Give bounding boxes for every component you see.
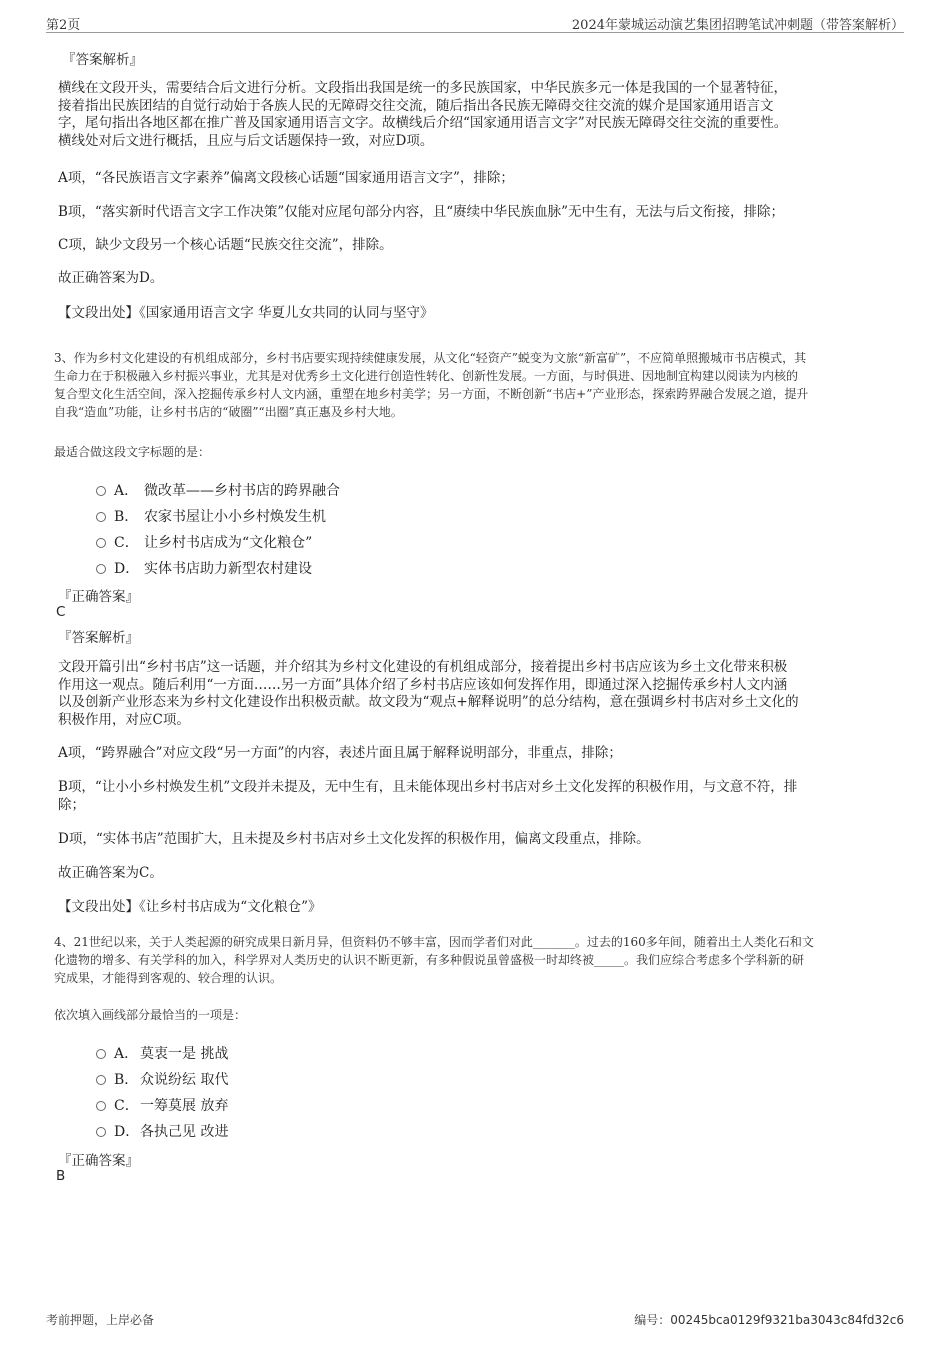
q2-conclusion: 故正确答案为D。 <box>58 270 164 286</box>
option-key: B． <box>114 509 139 525</box>
option-text: 微改革——乡村书店的跨界融合 <box>144 483 340 499</box>
q3-option-a-analysis: A项，“跨界融合”对应文段“另一方面”的内容，表述片面且属于解释说明部分，非重点，排除； <box>58 745 622 761</box>
q2-source: 【文段出处】《国家通用语言文字 华夏儿女共同的认同与坚守》 <box>58 305 434 321</box>
stem-line: 化遗物的增多、有关学科的加入，科学界对人类历史的认识不断更新，有多种假说虽曾盛极一时却终被_____。我们应综合考虑多个学科新的研 <box>54 953 805 967</box>
radio-button[interactable] <box>96 1049 106 1059</box>
q3-stem <box>54 349 808 421</box>
radio-button[interactable] <box>96 1075 106 1085</box>
q3-source: 【文段出处】《让乡村书店成为“文化粮仓”》 <box>58 899 322 915</box>
option-text: 让乡村书店成为“文化粮仓” <box>144 535 313 551</box>
radio-button[interactable] <box>96 1101 106 1111</box>
q3-option-c[interactable] <box>96 532 312 552</box>
q4-option-a[interactable] <box>96 1043 228 1063</box>
q3-option-b-analysis <box>58 779 797 814</box>
option-key: A． <box>114 483 139 499</box>
q3-analysis <box>58 659 799 729</box>
q4-option-d[interactable] <box>96 1121 228 1141</box>
q2-option-a-analysis: A项，“各民族语言文字素养”偏离文段核心话题“国家通用语言文字”，排除； <box>58 170 514 186</box>
document-title: 2024年蒙城运动演艺集团招聘笔试冲刺题（带答案解析） <box>571 18 904 33</box>
code-label: 编号： <box>634 1313 671 1327</box>
page-number: 第2页 <box>46 18 81 33</box>
option-key: C． <box>114 1098 139 1114</box>
analysis-line: 字，尾句指出各地区都在推广普及国家通用语言文字。故横线后介绍“国家通用语言文字”对民族无障碍交往交流的重要性。 <box>58 115 788 131</box>
q4-question: 依次填入画线部分最恰当的一项是： <box>54 1008 247 1022</box>
q4-option-b[interactable] <box>96 1069 228 1089</box>
stem-line: 4、21世纪以来，关于人类起源的研究成果日新月异，但资料仍不够丰富，因而学者们对此_______。过去的160多年间，随着出土人类化石和文 <box>54 935 814 949</box>
option-key: C． <box>114 535 139 551</box>
footer-slogan: 考前押题，上岸必备 <box>46 1313 155 1327</box>
option-text: 实体书店助力新型农村建设 <box>144 561 312 577</box>
option-text: 一筹莫展 放弃 <box>140 1098 229 1114</box>
stem-line: 生命力在于积极融入乡村振兴事业，尤其是对优秀乡土文化进行创造性转化、创新性发展。一方面，与时俱进、因地制宜构建以阅读为内核的 <box>54 369 799 383</box>
q4-answer-label: 『正确答案』 <box>58 1153 139 1169</box>
stem-line: 究成果，才能得到客观的、较合理的认识。 <box>54 971 283 985</box>
code-value: 00245bca0129f9321ba3043c84fd32c6 <box>670 1313 904 1327</box>
q3-option-d[interactable] <box>96 558 312 578</box>
option-text: 众说纷纭 取代 <box>140 1072 229 1088</box>
option-key: B． <box>114 1072 139 1088</box>
page-header <box>46 10 904 33</box>
analysis-line: 接着指出民族团结的自觉行动始于各族人民的无障碍交往交流，随后指出各民族无障碍交往交流的媒介是国家通用语言文 <box>58 97 774 114</box>
q3-option-b[interactable] <box>96 506 326 526</box>
q2-option-b-analysis: B项，“落实新时代语言文字工作决策”仅能对应尾句部分内容，且“赓续中华民族血脉”无中生有，无法与后文衔接，排除； <box>58 204 785 220</box>
q3-option-a[interactable] <box>96 480 340 500</box>
option-text: 莫衷一是 挑战 <box>140 1046 229 1062</box>
q3-question: 最适合做这段文字标题的是： <box>54 445 211 459</box>
analysis-line: 除； <box>58 796 85 813</box>
stem-line: 3、作为乡村文化建设的有机组成部分，乡村书店要实现持续健康发展，从文化“轻资产”蜕变为文旅“新富矿”，不应简单照搬城市书店模式，其 <box>54 351 807 365</box>
analysis-line: 以及创新产业形态来为乡村文化建设作出积极贡献。故文段为“观点+解释说明”的总分结构，意在强调乡村书店对乡土文化的 <box>58 694 799 710</box>
q3-answer: C <box>56 604 66 620</box>
radio-button[interactable] <box>96 1127 106 1137</box>
analysis-line: 文段开篇引出“乡村书店”这一话题，并介绍其为乡村文化建设的有机组成部分，接着提出乡村书店应该为乡土文化带来积极 <box>58 659 788 675</box>
analysis-line: 横线在文段开头，需要结合后文进行分析。文段指出我国是统一的多民族国家，中华民族多元一体是我国的一个显著特征， <box>58 80 787 96</box>
q4-answer: B <box>56 1168 66 1184</box>
q2-analysis <box>58 80 787 150</box>
radio-button[interactable] <box>96 486 106 496</box>
radio-button[interactable] <box>96 512 106 522</box>
option-key: D． <box>114 561 140 577</box>
q4-option-c[interactable] <box>96 1095 228 1115</box>
q2-analysis-label: 『答案解析』 <box>62 52 143 68</box>
option-key: A． <box>114 1046 139 1062</box>
q2-option-c-analysis: C项，缺少文段另一个核心话题“民族交往交流”，排除。 <box>58 237 393 253</box>
stem-line: 自我“造血”功能，让乡村书店的“破圈”“出圈”真正惠及乡村大地。 <box>54 405 403 419</box>
document-code <box>634 1311 904 1328</box>
analysis-line: B项，“让小小乡村焕发生机”文段并未提及，无中生有，且未能体现出乡村书店对乡土文化发挥的积极作用，与文意不符，排 <box>58 779 798 795</box>
analysis-line: 积极作用，对应C项。 <box>58 711 190 728</box>
radio-button[interactable] <box>96 538 106 548</box>
analysis-line: 横线处对后文进行概括，且应与后文话题保持一致，对应D项。 <box>58 132 434 149</box>
q3-option-d-analysis: D项，“实体书店”范围扩大，且未提及乡村书店对乡土文化发挥的积极作用，偏离文段重点，排除。 <box>58 831 650 847</box>
analysis-line: 作用这一观点。随后利用“一方面……另一方面”具体介绍了乡村书店应该如何发挥作用，即通过深入挖掘传承乡村人文内涵 <box>58 676 788 693</box>
q3-analysis-label: 『答案解析』 <box>58 630 139 646</box>
option-text: 各执己见 改进 <box>140 1124 229 1140</box>
option-key: D． <box>114 1124 140 1140</box>
q3-answer-label: 『正确答案』 <box>58 589 139 605</box>
option-text: 农家书屋让小小乡村焕发生机 <box>144 509 326 525</box>
radio-button[interactable] <box>96 564 106 574</box>
q4-stem <box>54 933 814 987</box>
stem-line: 复合型文化生活空间，深入挖掘传承乡村人文内涵，重塑在地乡村美学；另一方面，不断创新“书店+”产业形态，探索跨界融合发展之道，提升 <box>54 387 809 401</box>
q3-conclusion: 故正确答案为C。 <box>58 865 163 881</box>
